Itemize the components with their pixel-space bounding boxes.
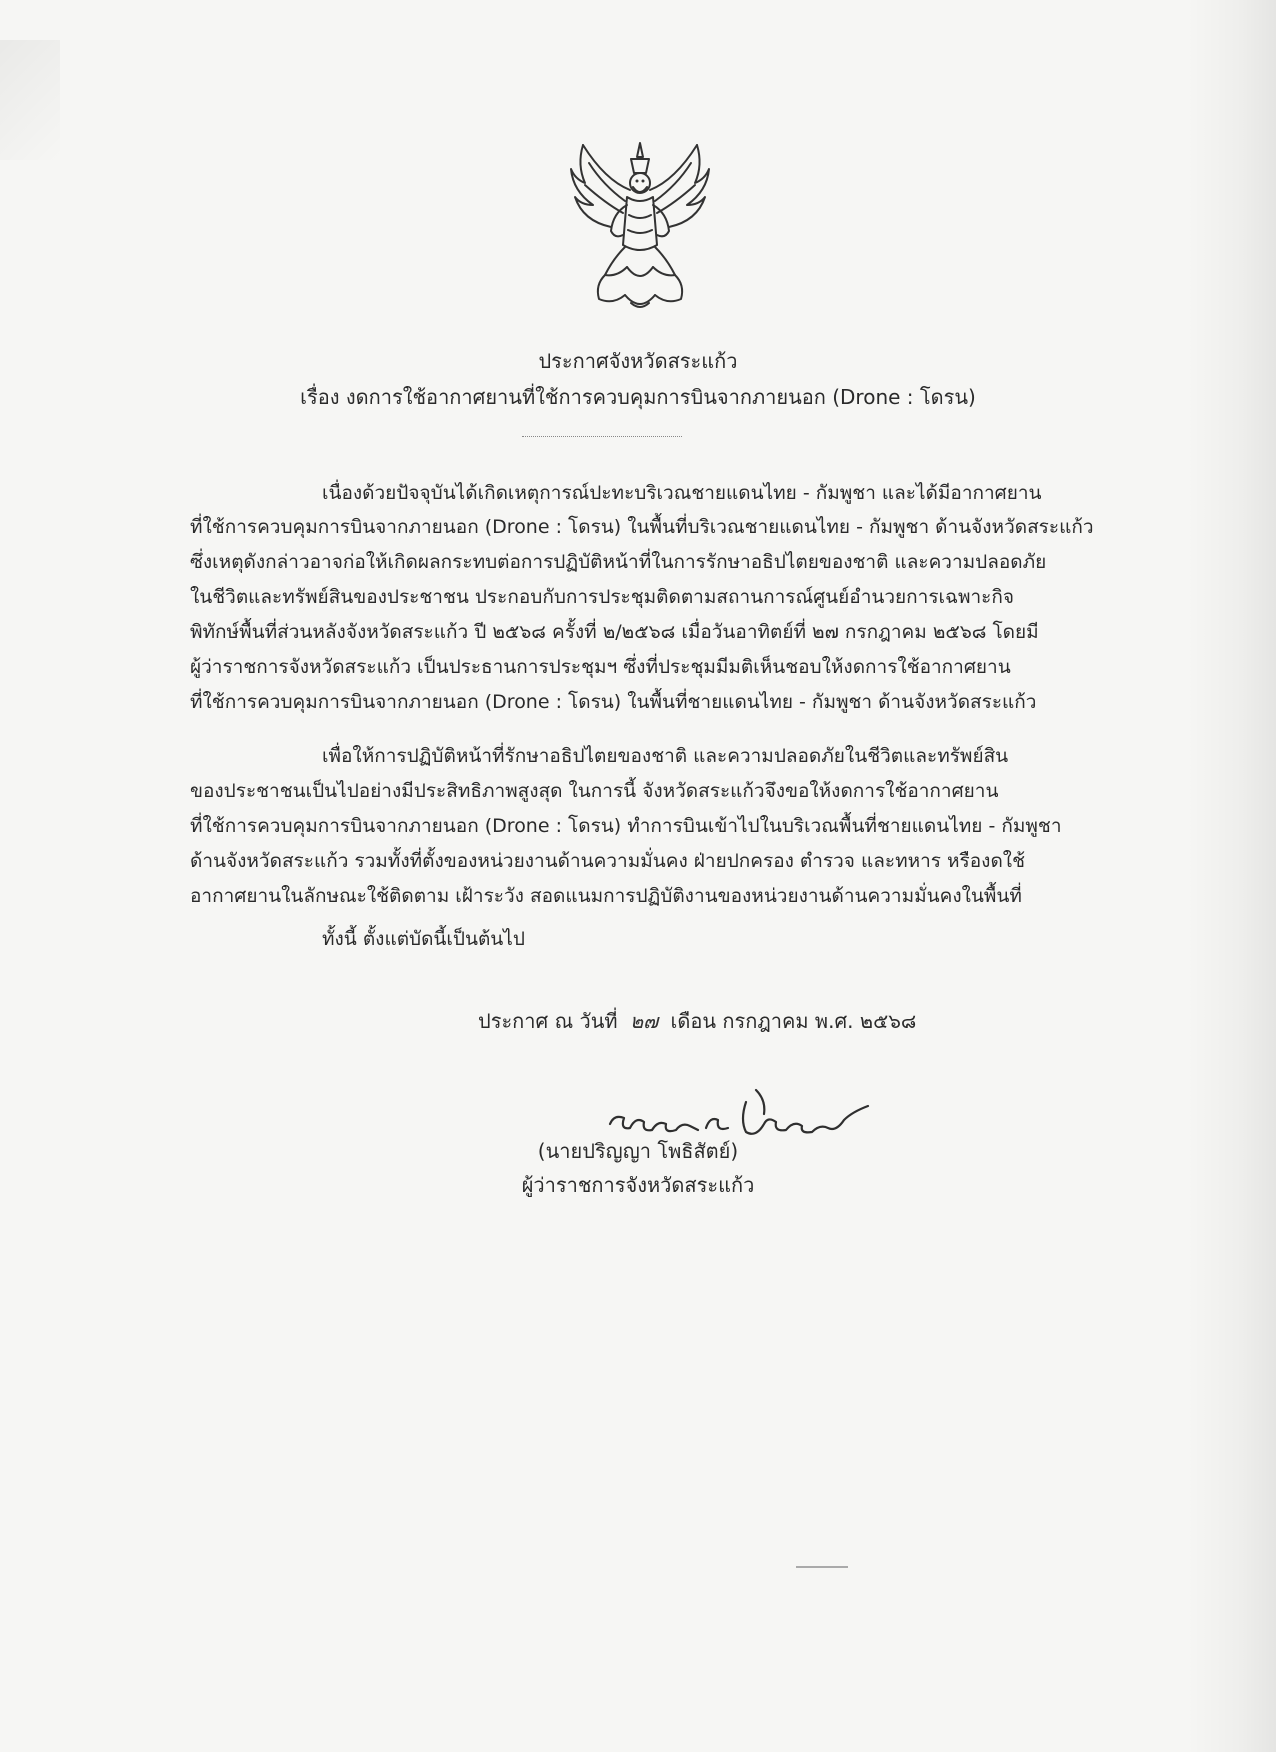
paragraph2-line: อากาศยานในลักษณะใช้ติดตาม เฝ้าระวัง สอดแนมการปฏิบัติงานของหน่วยงานด้านความมั่นคงในพื้นที่ (190, 885, 1022, 907)
paragraph1-line: ในชีวิตและทรัพย์สินของประชาชน ประกอบกับการประชุมติดตามสถานการณ์ศูนย์อำนวยการเฉพาะกิจ (190, 586, 1015, 608)
paragraph1-line: ที่ใช้การควบคุมการบินจากภายนอก (Drone : โดรน) ในพื้นที่ชายแดนไทย - กัมพูชา ด้านจังหวัดสระแก้ว (190, 691, 1037, 713)
signatory-position: ผู้ว่าราชการจังหวัดสระแก้ว (521, 1173, 755, 1197)
closing-line: ทั้งนี้ ตั้งแต่บัดนี้เป็นต้นไป (322, 928, 525, 950)
header-divider (522, 436, 682, 437)
paragraph2-line: เพื่อให้การปฏิบัติหน้าที่รักษาอธิปไตยของชาติ และความปลอดภัยในชีวิตและทรัพย์สิน (322, 745, 1009, 767)
subject-line: เรื่อง งดการใช้อากาศยานที่ใช้การควบคุมการบินจากภายนอก (Drone : โดรน) (300, 385, 976, 409)
scan-shadow-edge (1186, 0, 1276, 1752)
announcement-title: ประกาศจังหวัดสระแก้ว (538, 349, 738, 373)
garuda-emblem-icon (565, 135, 715, 320)
date-day-handwritten: ๒๗ (629, 1009, 659, 1033)
footer-mark (796, 1566, 848, 1568)
scan-fold-mark (0, 40, 60, 160)
paragraph1-line: พิทักษ์พื้นที่ส่วนหลังจังหวัดสระแก้ว ปี ๒๕๖๘ ครั้งที่ ๒/๒๕๖๘ เมื่อวันอาทิตย์ที่ ๒๗ กรกฎาคม ๒๕๖๘ โดยมี (190, 621, 1039, 643)
paragraph1-line: ซึ่งเหตุดังกล่าวอาจก่อให้เกิดผลกระทบต่อการปฏิบัติหน้าที่ในการรักษาอธิปไตยของชาติ และความปลอดภัย (190, 551, 1047, 573)
paragraph1-line: ผู้ว่าราชการจังหวัดสระแก้ว เป็นประธานการประชุมฯ ซึ่งที่ประชุมมีมติเห็นชอบให้งดการใช้อากาศยาน (190, 656, 1011, 678)
announcement-date (478, 1006, 916, 1036)
paragraph1-line: เนื่องด้วยปัจจุบันได้เกิดเหตุการณ์ปะทะบริเวณชายแดนไทย - กัมพูชา และได้มีอากาศยาน (322, 482, 1042, 504)
paragraph1-line: ที่ใช้การควบคุมการบินจากภายนอก (Drone : โดรน) ในพื้นที่บริเวณชายแดนไทย - กัมพูชา ด้านจังหวัดสระแก้ว (190, 516, 1094, 538)
paragraph2-line: ที่ใช้การควบคุมการบินจากภายนอก (Drone : โดรน) ทำการบินเข้าไปในบริเวณพื้นที่ชายแดนไทย - กัมพูชา (190, 815, 1062, 837)
paragraph2-line: ของประชาชนเป็นไปอย่างมีประสิทธิภาพสูงสุด ในการนี้ จังหวัดสระแก้วจึงขอให้งดการใช้อากาศยาน (190, 780, 999, 802)
date-suffix: เดือน กรกฎาคม พ.ศ. ๒๕๖๘ (670, 1009, 917, 1033)
paragraph2-line: ด้านจังหวัดสระแก้ว รวมทั้งที่ตั้งของหน่วยงานด้านความมั่นคง ฝ่ายปกครอง ตำรวจ และทหาร หรืองดใช้ (190, 850, 1025, 872)
signatory-name: (นายปริญญา โพธิสัตย์) (537, 1139, 739, 1163)
date-prefix: ประกาศ ณ วันที่ (478, 1009, 618, 1033)
